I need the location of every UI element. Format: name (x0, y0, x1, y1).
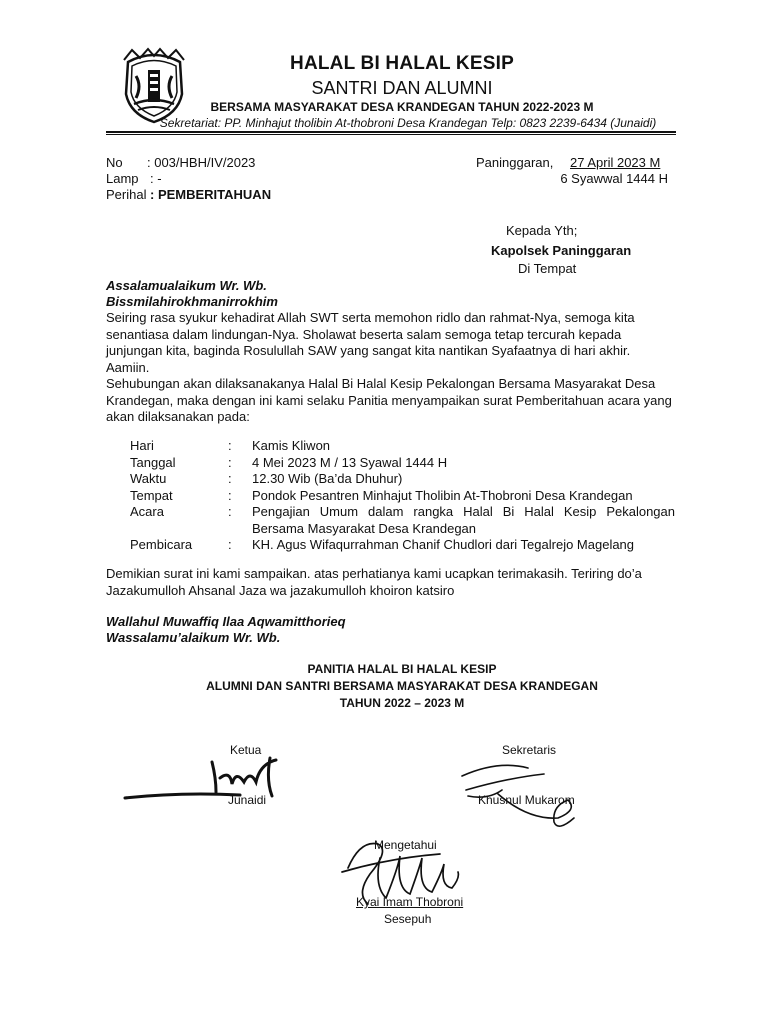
recipient-name: Kapolsek Paninggaran (491, 243, 632, 258)
subject-value: : PEMBERITAHUAN (150, 187, 272, 202)
detail-label: Hari (130, 438, 154, 453)
attachment-label: Lamp (106, 171, 139, 186)
letterhead-subtitle: SANTRI DAN ALUMNI (311, 78, 493, 98)
paragraph-closing: Demikian surat ini kami sampaikan. atas perhatianya kami ucapkan terimakasih. Teriring do’a Jazakumulloh Ahsanal Jaza wa jazakumulloh khoiron katsiro (106, 566, 642, 598)
letter-hijri-date: 6 Syawwal 1444 H (560, 171, 668, 186)
sesepuh-name: Kyai Imam Thobroni (356, 895, 464, 909)
paragraph-opening: Seiring rasa syukur kehadirat Allah SWT serta memohon ridlo dan rahmat-Nya, semoga kita senantiasa dalam lindungan-Nya. Sholawat beserta salam semoga tetap tercurah kepada junjungan kita, baginda Rosulullah SAW yang sangat kita nantikan Syafaatnya di hari akhir. Aamiin. (106, 310, 635, 375)
detail-label: Pembicara (130, 537, 193, 552)
detail-colon: : (228, 438, 232, 453)
detail-label: Tanggal (130, 454, 176, 470)
letterhead-secretariat: Sekretariat: PP. Minhajut tholibin At-thobroni Desa Krandegan Telp: 0823 2239-6434 (Junaidi) (159, 116, 657, 130)
letterhead-title: HALAL BI HALAL KESIP (290, 53, 514, 74)
detail-value: 4 Mei 2023 M / 13 Syawal 1444 H (252, 454, 448, 470)
sesepuh-title: Sesepuh (384, 912, 432, 926)
letter-date: 27 April 2023 M (570, 155, 661, 170)
basmalah: Bissmilahirokhmanirrokhim (106, 294, 278, 309)
opening-salam: Assalamualaikum Wr. Wb. (106, 278, 267, 293)
letter-number-label: No (106, 155, 123, 170)
sekretaris-title: Sekretaris (502, 743, 557, 757)
ketua-title: Ketua (230, 743, 262, 757)
recipient-location: Di Tempat (518, 261, 577, 276)
closing-wassalam: Wassalamu’alaikum Wr. Wb. (106, 630, 281, 645)
detail-value: Pondok Pesantren Minhajut Tholibin At-Thobroni Desa Krandegan (252, 487, 633, 503)
letter-place: Paninggaran, (476, 155, 554, 170)
committee-line-1: PANITIA HALAL BI HALAL KESIP (307, 662, 497, 676)
subject-label: Perihal (106, 187, 147, 202)
detail-value: Pengajian Umum dalam rangka Halal Bi Halal Kesip Pekalongan Bersama Masyarakat Desa Krandegan (252, 504, 675, 536)
detail-colon: : (228, 487, 232, 503)
detail-label: Acara (130, 504, 164, 519)
detail-colon: : (228, 471, 232, 486)
detail-value: Kamis Kliwon (252, 438, 331, 453)
event-details (130, 438, 675, 554)
detail-value: KH. Agus Wifaqurrahman Chanif Chudlori dari Tegalrejo Magelang (252, 537, 635, 552)
ketua-signature-icon (120, 740, 320, 810)
committee-line-3: TAHUN 2022 – 2023 M (339, 696, 465, 710)
detail-row-speaker (130, 537, 675, 554)
detail-value: 12.30 Wib (Ba’da Dhuhur) (252, 471, 403, 486)
letterhead-divider (106, 131, 676, 133)
detail-colon: : (228, 504, 232, 519)
detail-label: Tempat (130, 487, 173, 503)
recipient-greeting: Kepada Yth; (506, 223, 578, 238)
detail-colon: : (228, 537, 232, 552)
ketua-name: Junaidi (228, 793, 267, 807)
mengetahui-label: Mengetahui (374, 838, 437, 852)
detail-row-date (130, 455, 675, 472)
letter-number-value: : 003/HBH/IV/2023 (147, 155, 256, 170)
detail-row-day (130, 438, 675, 455)
detail-row-event (130, 504, 675, 537)
letterhead-divider-thin (106, 134, 676, 135)
paragraph-announcement: Sehubungan akan dilaksanakanya Halal Bi Halal Kesip Pekalongan Bersama Masyarakat Desa Krandegan, maka dengan ini kami selaku Panitia menyampaikan surat Pemberitahuan acara yang akan dilaksanakan pada: (106, 376, 672, 424)
attachment-value: : - (150, 171, 162, 186)
committee-line-2: ALUMNI DAN SANTRI BERSAMA MASYARAKAT DESA KRANDEGAN (206, 679, 598, 693)
letterhead-tagline: BERSAMA MASYARAKAT DESA KRANDEGAN TAHUN 2022-2023 M (210, 100, 594, 114)
detail-colon: : (228, 454, 232, 470)
closing-wallahul: Wallahul Muwaffiq Ilaa Aqwamitthorieq (106, 614, 346, 629)
sekretaris-name: Khusnul Mukarom (478, 793, 575, 807)
detail-label: Waktu (130, 471, 167, 486)
detail-row-place (130, 488, 675, 505)
detail-row-time (130, 471, 675, 488)
